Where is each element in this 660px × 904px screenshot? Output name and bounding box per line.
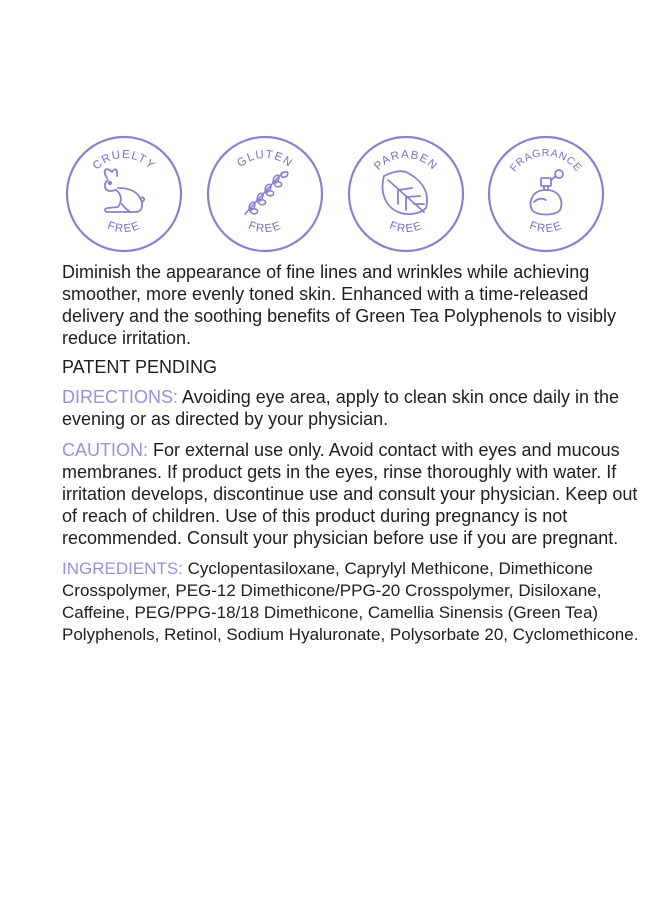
cruelty-free-badge-graphic bbox=[62, 132, 186, 256]
badge-top-label: GLUTEN bbox=[235, 148, 295, 170]
ingredients-text: Cyclopentasiloxane, Caprylyl Methicone, Dimethicone Crosspolymer, PEG-12 Dimethicone/PPG-20 Crosspolymer, Disiloxane, Caffeine, PEG/PPG-18/18 Dimethicone, Camellia Sinensis (Green Tea) Polyphenols, Retinol, Sodium Hyaluronate, Polysorbate 20, Cyclomethicone. bbox=[62, 559, 639, 644]
badge-ring bbox=[208, 137, 322, 251]
fragrance-free-badge-graphic bbox=[484, 132, 608, 256]
badge-bottom-label: FREE bbox=[527, 219, 565, 236]
badge-bottom-label: FREE bbox=[246, 219, 284, 236]
leaf-icon bbox=[383, 171, 427, 214]
directions-heading: DIRECTIONS: bbox=[62, 387, 179, 407]
free-from-badges bbox=[62, 132, 608, 260]
badge-top-label: CRUELTY bbox=[90, 148, 158, 173]
gluten-free-badge bbox=[203, 132, 327, 256]
badge-top-label: PARABEN bbox=[372, 148, 440, 173]
rabbit-icon bbox=[105, 169, 144, 212]
intro-paragraph: Diminish the appearance of fine lines and wrinkles while achieving smoother, more evenly toned skin. Enhanced with a time-released delivery and the soothing benefits of Green Tea Polyphenols to visibly reduce irritation. bbox=[62, 262, 617, 348]
wheat-icon bbox=[245, 172, 288, 214]
ingredients-section bbox=[62, 558, 642, 646]
badge-bottom-label: FREE bbox=[105, 219, 143, 236]
gluten-free-badge-graphic bbox=[203, 132, 327, 256]
product-description bbox=[62, 261, 642, 646]
badge-bottom-label: FREE bbox=[387, 219, 425, 236]
caution-section bbox=[62, 439, 642, 549]
directions-section bbox=[62, 386, 642, 430]
caution-text: For external use only. Avoid contact with eyes and mucous membranes. If product gets in the eyes, rinse thoroughly with water. If irritation develops, discontinue use and consult your physician. Keep out of reach of children. Use of this product during pregnancy is not recommended. Consult your physician before use if you are pregnant. bbox=[62, 440, 638, 548]
directions-text: Avoiding eye area, apply to clean skin once daily in the evening or as directed by your physician. bbox=[62, 387, 619, 429]
paraben-free-badge bbox=[344, 132, 468, 256]
paraben-free-badge-graphic bbox=[344, 132, 468, 256]
perfume-bottle-icon bbox=[531, 170, 563, 215]
badge-top-label: FRAGRANCE bbox=[507, 146, 585, 175]
cruelty-free-badge bbox=[62, 132, 186, 256]
ingredients-heading: INGREDIENTS: bbox=[62, 559, 183, 578]
fragrance-free-badge bbox=[484, 132, 608, 256]
caution-heading: CAUTION: bbox=[62, 440, 149, 460]
patent-pending-text: PATENT PENDING bbox=[62, 357, 218, 377]
